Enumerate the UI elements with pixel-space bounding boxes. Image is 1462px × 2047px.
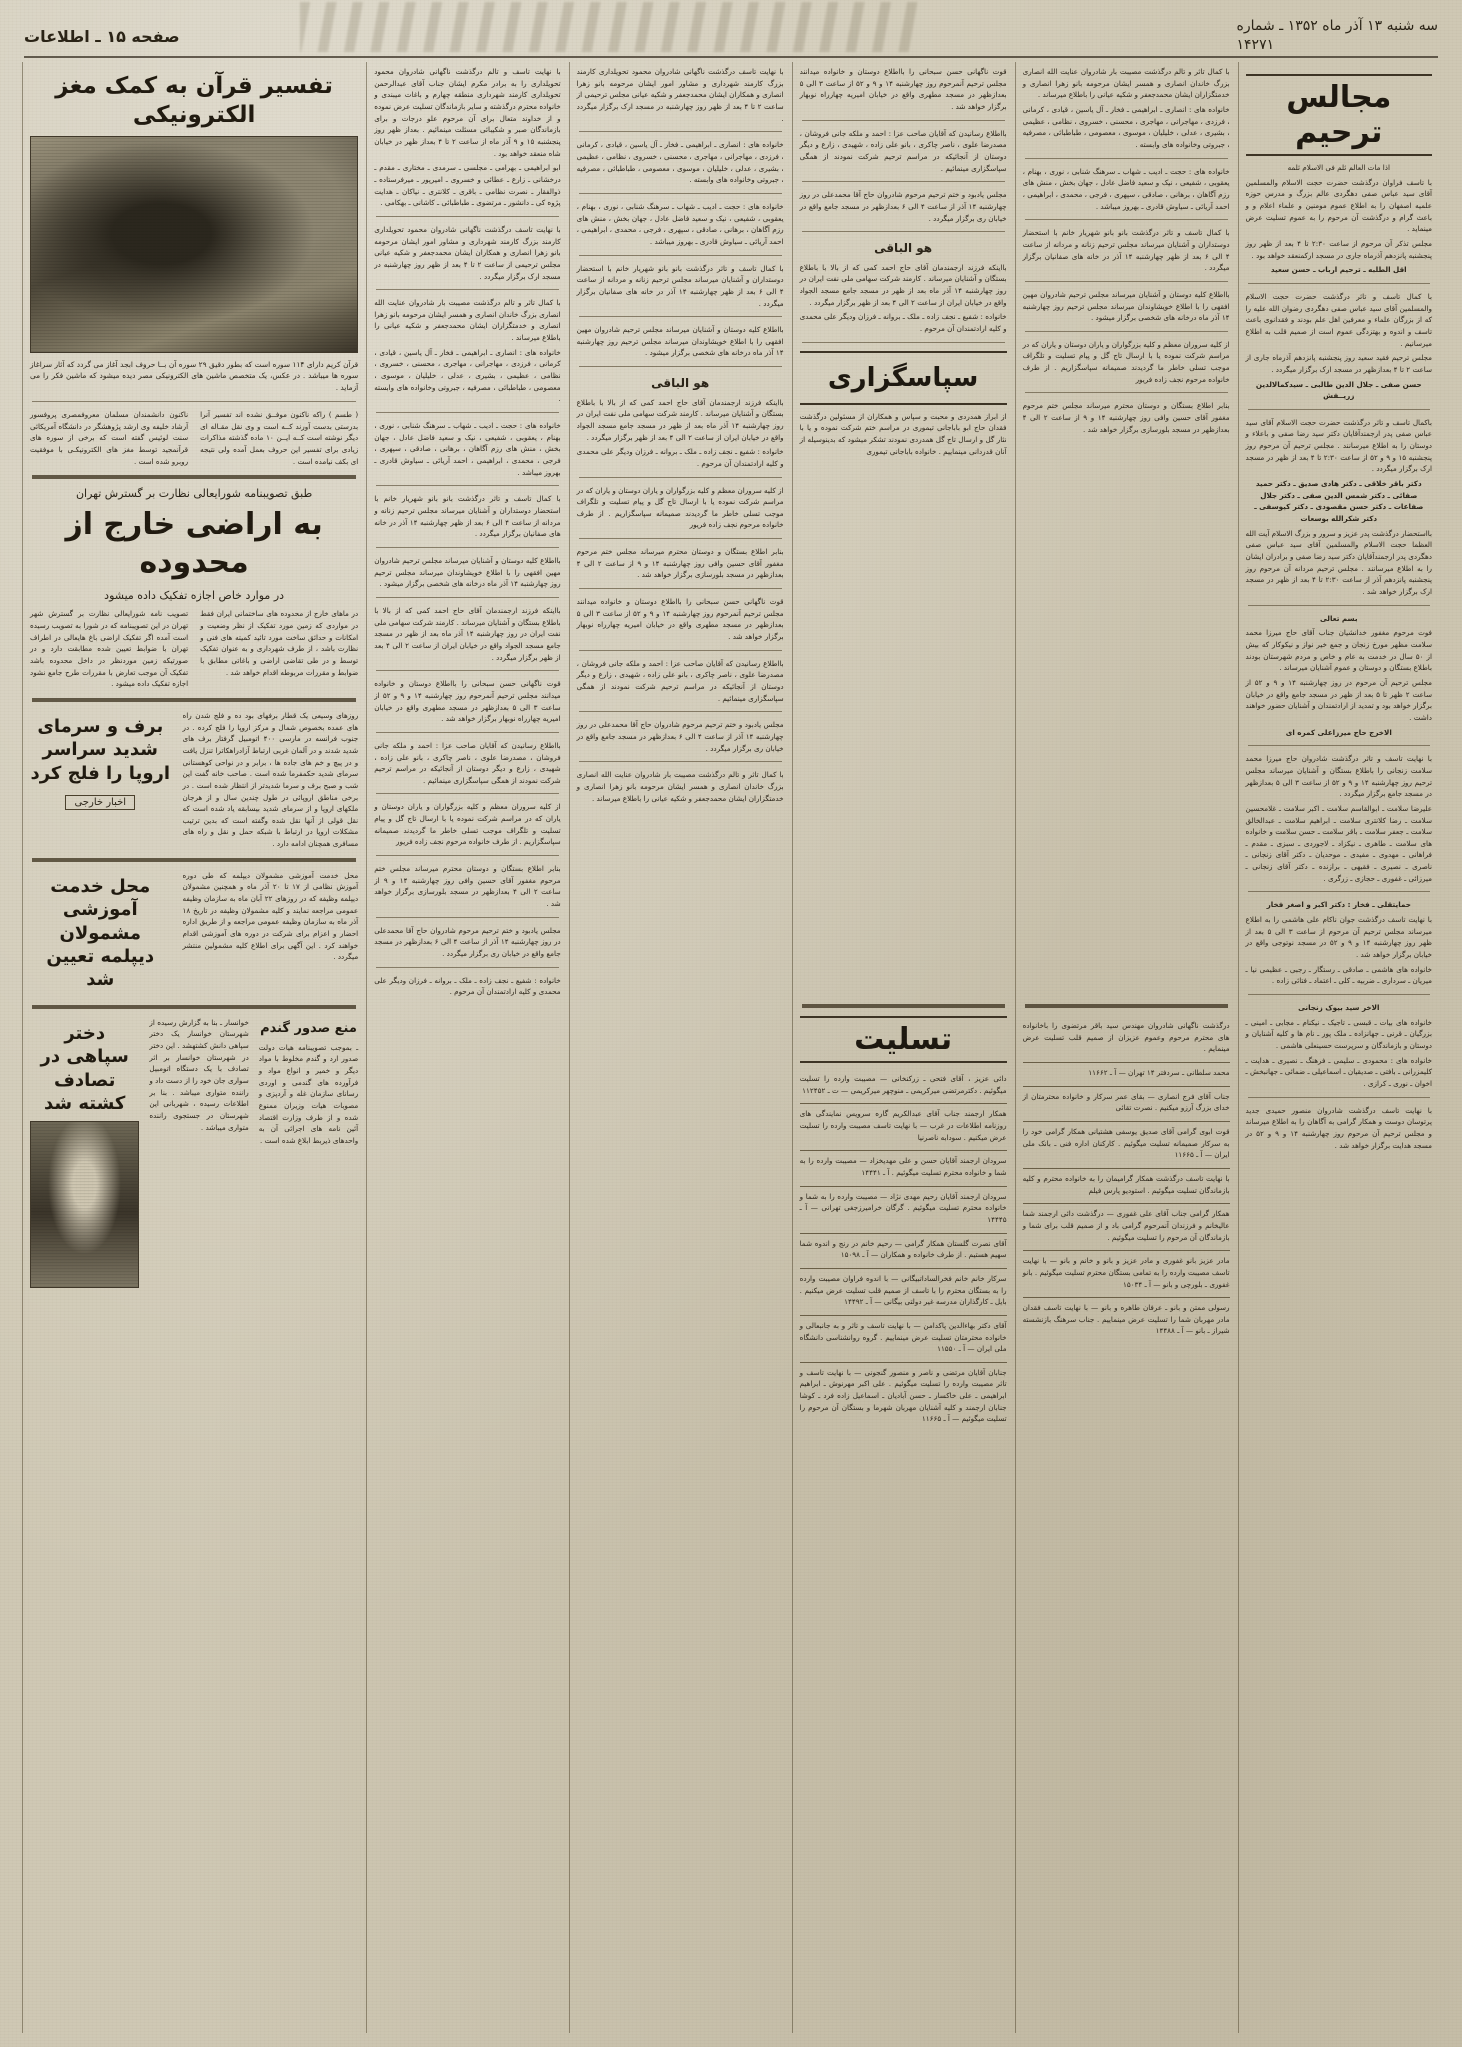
divider bbox=[1025, 219, 1228, 220]
condolence-text: آقای دکتر بهاءالدین پاکدامن — با نهایت تاسف و تاثر و به جانبعالی و خانواده محترمتان تسلیت عرض مینماییم . گروه روانشناسی دانشگاه ملی ایران — آ ـ ۱۱۵۵۰ bbox=[799, 1320, 1007, 1354]
mourning-signature-3: دکتر باقر خلاقی ـ دکتر هادی صدیق ـ دکتر حمید صفائی ـ دکتر شمس الدین صفی ـ دکتر جلال صفاعات ـ دکتر حسن مقصودی ـ دکتر کیوسفی ـ دکتر شکرالله بوسعات bbox=[1254, 479, 1424, 524]
article-girl-accident-head bbox=[30, 1017, 139, 1295]
section-rule bbox=[32, 858, 356, 862]
mourning-p10: خانواده های هاشمی ـ صادقی ـ رستگار ـ رجبی ـ عظیمی نیا ـ میریان ـ سرداری ـ ضربیه ـ کلی ـ اعتماد ـ فتائی زاده . bbox=[1245, 964, 1432, 986]
notice-text-4: با کمال تاسف و تاثر درگذشت بانو بانو شهریار خانم با استحضار دوستداران و آشنایان میرساند مجلس ترحیم زنانه و مردانه از ساعت ۴ الی ۶ بعد از ظهر چهارشنبه ۱۴ آذر در خانه های صفانیان برگزار میگردد . bbox=[576, 263, 784, 308]
column-divider bbox=[1015, 62, 1016, 2033]
article-conscripts-text-col bbox=[183, 870, 359, 997]
divider bbox=[579, 366, 782, 367]
article-body-right: ناکنون دانشمندان مسلمان معروفمصری پروفسور آرشاد خلیفه وی ارشد پژوهشگر در دانشگاه آمریکائی سنت لوئیس گفته است که برخی از سوره های قرآنمجید توسط مغز های الکترونیکـی با موفقیت روبرو شده است . bbox=[30, 410, 189, 466]
condolence-text: سرودان ارجمند آقایان رحیم مهدی نژاد — مصیبت وارده را به شما و خانواده محترم تسلیت میگوئیم . گرگان خرامیرزجغی تهرانی — آ ـ ۱۴۴۴۵ bbox=[799, 1191, 1007, 1224]
notice-top-14: خانواده : شفیع ـ نجف زاده ـ ملک ـ بروانه ـ فرزان ودیگر علی محمدی و کلیه ارادتمندان آن مرحوم . bbox=[374, 975, 561, 997]
mourning-p11: خانواده های بیات ـ قبسی ـ تاجیک ـ نیکنام ـ مجابی ـ امینی ـ بزرگیان ـ قرنی ـ جهانزاده ـ ملک پور ـ نام ها و کلیه آشنایان و دوستان و بازماندگان و سرپرست حسینعلی هاشمی . bbox=[1245, 1017, 1432, 1050]
mourning-p1: مجلس تذکر آن مرحوم از ساعت ۲:۳۰ تا ۴ بعد از ظهر روز پنجشنبه پانزدهم آذرماه جاری در مسجد ارکمنعقد خواهد بود . bbox=[1245, 238, 1432, 260]
notice-top-13: مجلس یادبود و ختم ترحیم مرحوم شادروان حاج آقا محمدعلی در روز چهارشنبه ۱۴ آذر از ساعت ۴ الی ۶ بعدازظهر در مسجد جامع واقع در خیابان ری برگزار میگردد . bbox=[374, 925, 561, 959]
mourning-p12: خانواده های : محمودی ـ سلیمی ـ فرهنگ ـ نصیری ـ هدایت ـ کلیمزرانی ـ بافتی ـ صدیقیان ـ اسماعیلی ـ ضمائی ـ جهانبخش ـ اخوان ـ نوری ـ کرازی . bbox=[1245, 1055, 1432, 1088]
list-item bbox=[1023, 1087, 1230, 1122]
divider bbox=[376, 597, 558, 598]
divider bbox=[802, 120, 1005, 121]
mourning-intro-arabic: اذا مات العالم ثلم فی الاسلام ثلمه bbox=[1287, 163, 1390, 172]
notice-top-5: خانواده های : حجت ـ ادیب ـ شهاب ـ سرهنگ شنابی ، نوری ، بهنام ، یعقوبی ، شفیعی ، نیک و سعید فاضل عادل ، جهان بخش ، منش های رزم آگاهان ، برهانی ، صادقی ، سپهری ، فرجی ، محمدی ، ابراهیمی ، احمد آریائی ـ سیاوش قادری ـ بهروز میباشد . bbox=[374, 421, 561, 477]
divider bbox=[579, 711, 782, 712]
divider bbox=[376, 855, 558, 856]
mourning-p7: مجلس ترحیم آن مرحوم در روز چهارشنبه ۱۴ و ۹ و ۵۲ از ساعت ۲ ظهر تا ۵ بعد از ظهر در مسجد جامع واقع در خیابان برگزار خواهد بود و تمدید از ارادتمندان و آشنایان حضور خواهند داشت . bbox=[1245, 677, 1433, 722]
condolence-upper-filler-2 bbox=[800, 66, 1007, 996]
list-item bbox=[800, 1151, 1007, 1186]
column-condolences-right bbox=[1015, 62, 1238, 2033]
filler-text-2: خانواده های : انصاری ـ ابراهیمی ـ فخار ـ آل یاسین ، قیادی ، کرمانی ، فرزدی ، مهاجرانی ، مهاجری ، محسنی ، خسروی ، نظامی ، عظیمی ، بشیری ، عدلی ، خلیلیان ، موسوی ، معصومی ، طباطبائی ، مصرفیه ، جبروتی وخانواده های وابسته . bbox=[1022, 104, 1230, 149]
article-bottom-row bbox=[30, 1017, 358, 1295]
divider bbox=[579, 477, 782, 478]
divider bbox=[1248, 283, 1430, 284]
mourning-p5: بااستحضار درگذشت پدر عزیز و سرور و بزرگ الاسلام آیت الله العظما حجت الاسلام والمسلمین آقای سید عباس صفی دهگردی پدر ارجمندآقایان دکتر سید رضا صفی و برادران ایشان را به اطلاع میرسانند . مجلس ترحیم مردانه آن مرحوم روز پنجشنبه پانزدهم آذر از ساعت ۲:۳۰ تا ۴ بعد از ظهر در مسجد ارک برگزار خواهد شد . bbox=[1245, 528, 1432, 596]
notice-text-8: از کلیه سروران معظم و کلیه بزرگواران و یاران دوستان و یاران که در مراسم شرکت نموده یا با ارسال تاج گل و پیام تسلیت و تلگراف موجب تسلی خاطر ما گردیدند صمیمانه سپاسگزاریم . از طرف خانواده مرحوم نجف زاده فریور bbox=[576, 485, 784, 530]
list-item bbox=[1023, 1122, 1230, 1169]
article-land-left: در ماهای خارج از محدوده های ساختمانی ایران فقط در مواردی که زمین مورد تفکیک از نظر وضعیت و امکانات و حدائق ساخت مورد تائید کمیته های فنی و نظارت باشد ، از طرف شهرداری و به عنوان تفکیک توسط و در طی تقاضی اراضی و باغاتی مطابق با ضوابط و مقررات مربوطه اقدام خواهد شد . bbox=[200, 609, 359, 677]
mourning-block-5 bbox=[1246, 753, 1432, 884]
condolence-upper-filler bbox=[1023, 66, 1230, 996]
article-photo-girl bbox=[30, 1121, 139, 1288]
divider bbox=[802, 231, 1005, 232]
divider bbox=[376, 967, 558, 968]
filler-text-3: مجلس یادبود و ختم ترحیم مرحوم شادروان حاج آقا محمدعلی در روز چهارشنبه ۱۴ آذر از ساعت ۴ الی ۶ بعدازظهر در مسجد جامع واقع در خیابان ری برگزار میگردد . bbox=[799, 190, 1007, 223]
column-divider bbox=[569, 62, 570, 2033]
notice-top-6: با کمال تاسف و تاثر درگذشت بانو بانو شهریار خانم با استحضار دوستداران و آشنایان میرساند مجلس ترحیم زنانه و مردانه از ساعت ۴ الی ۶ بعد از ظهر چهارشنبه ۱۴ آذر در خانه های صفانیان برگزار میگردد . bbox=[374, 494, 561, 539]
mourning-p3: مجلس ترحیم فقید سعید روز پنجشنبه پانزدهم آذرماه جاری از ساعت ۲ تا ۴ بعدازظهر در مسجد ارک برگزار میگردد . bbox=[1245, 353, 1432, 374]
divider bbox=[376, 793, 558, 794]
masthead-rule bbox=[24, 56, 1438, 58]
notice-text-13: با کمال تاثر و تالم درگذشت مصیبت بار شادروان عنایت الله انصاری بزرگ خاندان انصاری و همسر ایشان مرحومه بانو زهرا انصاری و خدمتگزاران ایشان محمدجعفر و شکیه عیانی را باطلاع میرساند . bbox=[576, 770, 784, 803]
list-item bbox=[1023, 1251, 1230, 1298]
section-banner-mourning: مجالس ترحیم bbox=[1246, 74, 1432, 156]
article-girl-accident-body: خوانسار ـ بنا به گزارش رسیده از شهرستان خوانسار یک دختر سپاهی دانش کشتهشد . این دختر در شهرستان خوانسار بر اثر تصادف با یک دستگاه اتومبیل سواری جان خود را از دست داد و راننده متواری میباشد . بنا بر اطلاعات رسیده ، شهربانی این شهرستان در جستجوی راننده متواری میباشد . bbox=[149, 1017, 249, 1132]
divider bbox=[32, 401, 356, 402]
column-divider bbox=[1238, 62, 1239, 2033]
notice-top-1: با نهایت تاسف و تالم درگذشت ناگهانی شادروان محمود تحویلداری را به برادر مکرم ایشان جناب آقای عبدالرحمن تحویلداری کارمند شهرداری منطقه چهارم و باغات میبندی و خانواده محترم درگذشته و سایر بازماندگان تسلیت عرض نموده و از خداوند متعال برای آن مرحوم علو درجات و برای بازماندگان صبر و شکیبائی مسئلت مینمائیم . بعداز ظهر روز پنجشنبه ۱۵ و ۹ آذر ماه از ساعت ۲ تا ۴ بعداز ظهر در خیابان شاه منعقد خواهد بود . bbox=[374, 67, 561, 158]
article-europe-body: روزهای وسیعی یک قطار برفهای بود ده و فلج شدن راه های عمده بخصوص شمال و مرکز اروپا را فلج کرده . در جنوب فرانسه در مارسی ۴۰۰ اتومبیل گرفتار برف های شدید شدند و در آلمان غربی ارتباط آزادراهکاترا تنزل یافت و در پیچ و خم های جاده ها ، برابر و در نواحی کوهستانی سرمای شدید حکمفرما شده است . صاحب خانه گفت این شب و صبح برف و سرما شدیدتر از انتظار شده است . در برخی مناطق اروپائی در طول چندین سال و از هرجان ملکهای اروپا و از سرمای شدید بیسابقه یاد شده است که نقل قولی از آنها نقل شده وگفته است که بدین ترتیب مشکلات اروپا در ارتباط با شبکه حمل و نقل و راه های مسافری همچنان ادامه دارد . bbox=[182, 710, 359, 849]
article-headline-girl-accident: دختر سپاهی در تصادف کشته شد bbox=[40, 1022, 129, 1114]
list-item bbox=[1023, 1063, 1230, 1087]
condolence-text: با نهایت تاسف درگذشت همکار گرامیمان را به خانواده محترم و کلیه بازماندگان تسلیت میگوئیم . استودیو پارس فیلم bbox=[1022, 1173, 1230, 1195]
condolence-text: همکار گرامی جناب آقای علی غفوری — درگذشت دائی ارجمند شما عالیخانم و فرزندان آنمرحوم گرامی باد و از صمیم قلب برای شما و بازماندگان آن مرحوم را تسلیت میگوئیم . bbox=[1022, 1209, 1230, 1242]
condolence-text: محمد سلطانی ـ سردفتر ۱۴ تهران — آ ـ ۱۱۶۶۲ bbox=[1088, 1067, 1230, 1077]
article-conscripts-body: محل خدمت آموزشی مشمولان دیپلمه که طی دوره آموزش نظامی از ۱۷ تا ۲۰ آذر ماه و همچنین مشمولان دیپلمه وظیفه که در روزهای ۲۲ آبان ماه به سازمان وظیفه عمومی مراجعه نمایند و کلیه مشمولان وظیفه در تاریخ ۱۸ آذر ماه به سازمان وظیفه عمومی مراجعه و از طریق اداره احضار و اعزام برای شرکت در دوره های آموزشی اقدام خواهند کرد . این آگهی برای اطلاع کلیه مشمولین منتشر میگردد . bbox=[182, 870, 359, 962]
divider bbox=[579, 761, 782, 762]
kicker-wrap bbox=[30, 790, 171, 813]
notice-top-10: بااطلاع رسانیدن که آقایان صاحب عزا : احمد و ملکه جانی فروشان ، مصدرضا علوی ، ناصر چاکری ، بانو علی زاده ، شهیدی ، زارع و دیگر دوستان از آنجائیکه در مراسم ترحیم شرکت نمودند از همگی سپاسگزاری مینمائیم . bbox=[374, 740, 561, 785]
mourning-intro-block bbox=[1246, 162, 1432, 276]
masthead-date-text: سه شنبه ۱۳ آذر ماه ۱۳۵۲ ـ شماره bbox=[1236, 18, 1438, 35]
mourning-p6: فوت مرحوم مغفور خدانشیان جناب آقای حاج میرزا محمد سلامت مظهر مورخ زنجان و جمع خیر نواز و نیکوکار که بیش از ۵۰ سال در خدمت به عام و خاص و مردم شهرستان بودند باطلاع بستگان و دوستان و عموم آشنایان میرساند . bbox=[1245, 628, 1432, 673]
divider bbox=[376, 412, 558, 413]
list-item bbox=[800, 1234, 1007, 1269]
section-banner-condolence: تسلیت bbox=[800, 1016, 1007, 1063]
condolence-list-right bbox=[1023, 1016, 1230, 1344]
notice-top-11: از کلیه سروران معظم و کلیه بزرگواران و یاران دوستان و یاران که در مراسم شرکت نموده یا با ارسال تاج گل و پیام تسلیت و تلگراف موجب تسلی خاطر ما گردیدند صمیمانه سپاسگزاریم . از طرف خانواده مرحوم نجف زاده فریور bbox=[374, 802, 561, 847]
divider bbox=[1248, 891, 1430, 892]
filler-text-4: بااینکه فرزند ارجمندمان آقای حاج احمد کمی که از بالا با باطلاع بستگان و آشنایان میرساند . کارمند شرکت سهامی ملی نفت ایران در روز چهارشنبه ۱۴ آذر ماه بعد از ظهر در مسجد جامع مسجد الجواد واقع در خیابان ایران از ساعت ۲ الی ۴ بعد از ظهر برگزار میگردد . bbox=[799, 262, 1007, 307]
divider bbox=[1025, 158, 1228, 159]
list-item bbox=[800, 1316, 1007, 1363]
filler-text-7: بنابر اطلاع بستگان و دوستان محترم میرساند مجلس ختم مرحوم مغفور آقای حسین وافی روز چهارشنبه ۱۴ و ۹ از ساعت ۲ الی ۴ بعدازظهر در مسجد بلورسازی برگزار خواهد شد . bbox=[1022, 401, 1230, 434]
list-item bbox=[800, 1187, 1007, 1234]
mourning-block-4 bbox=[1246, 613, 1432, 739]
condolence-text: جنابان آقایان مرتضی و ناصر و منصور گنجونی — با نهایت تاسف و تاثر مصیبت وارده را تسلیت میگوئیم . علی اکبر مهرنوش ـ ابراهیم ابراهیمی ـ علی خاکسار ـ حسن آبادیان ـ اسماعیل زاده فرد ـ کوشا جنابان ارجمند و کلیه آشنایان مهربان شهرما و بستگان آن مرحوم را تسلیت میگوئیم — آ ـ ۱۱۶۶۵ bbox=[799, 1367, 1007, 1424]
condolence-text: همکار ارجمند جناب آقای عبدالکریم گاره سرویس نمایندگی های روزنامه اطلاعات در غرب — با نهایت تاسف مصیبت وارده را تسلیت عرض میکنیم . سودابه ناصرنیا bbox=[799, 1109, 1007, 1142]
notice-text-1: با نهایت تاسف درگذشت ناگهانی شادروان محمود تحویلداری کارمند بزرگ کارمند شهرداری و مشاور امور ایشان مرحومه بانو زهرا انصاری و همکاران ایشان محمدجعفر و شکیه عیانی مجلس ترحیمی از ساعت ۲ تا ۴ بعد از ظهر روز چهارشنبه در مسجد ارک برگزار میگردد . bbox=[576, 67, 784, 123]
columns-container bbox=[22, 62, 1440, 2033]
mourning-signature-6: حمایتقلی ـ فخار : دکتر اکبر و اصغر فخار bbox=[1266, 900, 1411, 910]
divider bbox=[579, 131, 782, 132]
column-mourning-announcements bbox=[1238, 62, 1440, 2033]
mourning-signature-1: اقل الطلبه ـ ترحیم ارباب ـ حسن سعید bbox=[1270, 265, 1407, 275]
divider bbox=[376, 670, 558, 671]
divider bbox=[376, 216, 558, 217]
condolence-text: جناب آقای فرج انصاری — بقای عمر سرکار و خانواده محترمتان از خدای بزرگ آرزو میکنیم . نصرت تقائی bbox=[1022, 1091, 1230, 1113]
mourning-p8: با نهایت تاسف و تاثر درگذشت شادروان حاج میرزا محمد سلامت زنجانی را باطلاع بستگان و آشنایان میرساند مجلس ترحیم روز چهارشنبه ۱۴ و ۹ و ۵۲ از ساعت ۳ الی ۵ بعدازظهر در مسجد جامع برگزار میگردد . bbox=[1245, 754, 1432, 799]
notice-top-names: ابو ابراهیمی ـ بهرامی ـ مجلسی ـ سرمدی ـ مختاری ـ مقدم ـ درخشانی ـ زارع ـ عطائی و خسروی ـ امیرپور ـ میرفرستاده ـ ذوالفقار ـ نصرت نظامی ـ باقری ـ کلانتری ـ نیاکان ـ هدایت پژوه کی ـ دانشور ـ مرتضوی ـ طباطبائی ـ کاشانی ـ بهکامی . bbox=[374, 163, 561, 208]
column-divider bbox=[366, 62, 367, 2033]
article-girl-accident-text bbox=[149, 1017, 248, 1295]
divider bbox=[1248, 1097, 1430, 1098]
article-headline-europe: برف و سرمای شدید سراسر اروپا را فلج کرد bbox=[30, 715, 171, 784]
notices-mid-body bbox=[577, 66, 784, 804]
list-item bbox=[1023, 1016, 1230, 1063]
masthead-date bbox=[1237, 17, 1438, 55]
condolence-text: درگذشت ناگهانی شادروان مهندس سید باقر مرتضوی را باخانواده های محترم مرحوم وعموم عزیزان از صمیم قلب تسلیت عرض مینمایم . bbox=[1022, 1021, 1230, 1054]
column-divider bbox=[792, 62, 793, 2033]
divider bbox=[802, 342, 1005, 343]
condolence-list-left bbox=[800, 1069, 1007, 1432]
article-europe-text-col bbox=[183, 710, 359, 850]
article-europe-head-col bbox=[30, 710, 171, 850]
column-notices-mid bbox=[569, 62, 792, 2033]
masthead bbox=[24, 16, 1438, 56]
divider bbox=[1025, 392, 1228, 393]
article-land-body bbox=[30, 608, 358, 690]
divider bbox=[1248, 745, 1430, 746]
photo-halftone-overlay bbox=[31, 137, 357, 352]
list-item bbox=[800, 1269, 1007, 1316]
mourning-heading-besmeh: بسم تعالی bbox=[1319, 613, 1358, 623]
article-photo-quran-computer bbox=[30, 136, 358, 353]
mourning-p4: باکمال تاسف و تاثر درگذشت حضرت حجت الاسلام آقای سید عباس صفی پدر ارجمندآقایان دکتر سید رضا صفی و باعلاء و دوستان را به اطلاع میرسانند . مجلس ترحیم آن مرحوم روز پنجشنبه ۱۵ و ۹ و ۵۲ از ساعت ۲:۳۰ تا ۴ بعد از ظهر در مسجد ارک برگزار میگردد . bbox=[1245, 417, 1433, 474]
divider bbox=[1025, 281, 1228, 282]
filler-text-4: با کمال تاسف و تاثر درگذشت بانو بانو شهریار خانم با استحضار دوستداران و آشنایان میرساند مجلس ترحیم زنانه و مردانه از ساعت ۴ الی ۶ بعد از ظهر چهارشنبه ۱۴ آذر در خانه های صفانیان برگزار میگردد . bbox=[1022, 228, 1230, 273]
article-subhead-land: در موارد خاص اجازه تفکیک داده میشود bbox=[104, 589, 285, 603]
mourning-block-3 bbox=[1246, 417, 1432, 598]
masthead-issue-number: ۱۴۲۷۱ bbox=[1236, 37, 1275, 53]
divider bbox=[579, 316, 782, 317]
notice-top-3: با کمال تاثر و تالم درگذشت مصیبت بار شادروان عنایت الله انصاری بزرگ خاندان انصاری و همسر ایشان مرحومه بانو زهرا انصاری و خدمتگزاران ایشان محمدجعفر و شکیه عیانی را باطلاع میرساند . bbox=[374, 298, 561, 343]
hoval-baghi-heading: هو الباقی bbox=[651, 376, 710, 391]
notice-top-12: بنابر اطلاع بستگان و دوستان محترم میرساند مجلس ختم مرحوم مغفور آقای حسین وافی روز چهارشنبه ۱۴ و ۹ از ساعت ۲ الی ۴ بعدازظهر در مسجد بلورسازی برگزار خواهد شد . bbox=[374, 864, 561, 909]
section-rule bbox=[32, 1005, 356, 1009]
notice-text-11: بااطلاع رسانیدن که آقایان صاحب عزا : احمد و ملکه جانی فروشان ، مصدرضا علوی ، ناصر چاکری ، بانو علی زاده ، شهیدی ، زارع و دیگر دوستان از آنجائیکه در مراسم ترحیم شرکت نمودند از همگی سپاسگزاری مینمائیم . bbox=[576, 658, 784, 703]
condolence-text: قوت ابوی گرامی آقای صدیق یوسفی هشتیانی همکار گرامی خود را به سرکار صمیمانه تسلیت میگوئیم . کارکنان اداره فنی ـ بانک ملی ایران — آ ـ ۱۱۶۶۵ bbox=[1022, 1126, 1230, 1160]
list-item bbox=[800, 1363, 1007, 1432]
mourning-p9: با نهایت تاسف درگذشت جوان ناکام علی هاشمی را به اطلاع میرساند مجلس ترحیم آن مرحوم از ساعت ۳ الی ۵ بعد از ظهر روز چهارشنبه ۱۴ و ۹ و ۵۲ در مسجد نوتوجی واقع در خیابان برگزار خواهد شد . bbox=[1245, 915, 1433, 960]
article-europe-snow bbox=[30, 710, 358, 850]
article-kicker-land: طبق تصویبنامه شورایعالی نظارت بر گسترش تهران bbox=[75, 487, 313, 501]
column-divider bbox=[22, 62, 23, 2033]
divider bbox=[1248, 409, 1430, 410]
photo-caption: قرآن کریم دارای ۱۱۴ سوره است که بطور دقیق ۲۹ سوره آن بــا حروف ابجد آغاز می گردد که آثار سراغاز سوره ها میباشد . در عکس، یک متخصص ماشین های الکترونیکی مصر دیده میشود که ماشین فکر را می آزماید . bbox=[30, 359, 359, 393]
notice-text-3: خانواده های : حجت ـ ادیب ـ شهاب ـ سرهنگ شنابی ، نوری ، بهنام ، یعقوبی ، شفیعی ، نیک و سعید فاضل عادل ، جهان بخش ، منش های رزم آگاهان ، برهانی ، صادقی ، سپهری ، فرجی ، محمدی ، ابراهیمی ، احمد آریائی ـ سیاوش قادری ـ بهروز میباشد . bbox=[576, 201, 784, 246]
article-conscripts bbox=[30, 870, 358, 997]
notice-top-9: قوت ناگهانی حسن سبحانی را بااطلاع دوستان و خانواده میدانند مجلس ترحیم آنمرحوم روز چهارشنبه ۱۴ و ۹ و ۵۲ از ساعت ۳ الی ۵ بعدازظهر در مسجد مطهری واقع در خیابان امیریه چهارراه نوبهار برگزار خواهد شد . bbox=[374, 679, 561, 724]
photo-halftone-overlay bbox=[31, 1122, 138, 1287]
notice-text-6: بااینکه فرزند ارجمندمان آقای حاج احمد کمی که از بالا با باطلاع بستگان و آشنایان میرساند . کارمند شرکت سهامی ملی نفت ایران در روز چهارشنبه ۱۴ آذر ماه بعد از ظهر در مسجد جامع مسجد الجواد واقع در خیابان ایران از ساعت ۲ الی ۴ بعد از ظهر برگزار میگردد . bbox=[576, 397, 784, 442]
condolence-text: سرکار خانم خانم فخرالساداتبیگانی — با اندوه فراوان مصیبت وارده را به بستگان محترم را با تاسف از صمیم قلب تسلیت عرض میکنیم . بایل ـ کارگذاران مدرسه غیر دولتی بیگانی — آ ـ ۱۴۴۹۲ bbox=[799, 1273, 1007, 1307]
notice-top-4: خانواده های : انصاری ـ ابراهیمی ـ فخار ـ آل یاسین ، قیادی ، کرمانی ، فرزدی ، مهاجرانی ، مهاجری ، محسنی ، خسروی ، نظامی ، عظیمی ، بشیری ، عدلی ، خلیلیان ، موسوی ، معصومی ، طباطبائی ، مصرفیه ، جبروتی وخانواده های وابسته . bbox=[374, 347, 561, 404]
mourning-signature-5: الاخرج حاج میرزاعلی کمره ای bbox=[1285, 727, 1392, 737]
divider bbox=[579, 650, 782, 651]
filler-text-1: با کمال تاثر و تالم درگذشت مصیبت بار شادروان عنایت الله انصاری بزرگ خاندان انصاری و همسر ایشان مرحومه بانو زهرا انصاری و خدمتگزاران ایشان محمدجعفر و شکیه عیانی را باطلاع میرساند . bbox=[1022, 67, 1230, 100]
article-wheat-body: ـ بموجب تصویبنامه هیات دولت صدور ارد و گندم مخلوط با مواد دیگر و خمیر و انواع مواد و فرآورده های گندمی و اوردی رسانای سازمان غله و آردپزی و مصوبات هیات وزیران ممنوع شده و از طرف وزارت اقتصاد آئین نامه های اجرائی آن به واحدهای ذیربط ابلاغ شده است . bbox=[258, 1042, 359, 1145]
divider bbox=[579, 588, 782, 589]
divider bbox=[579, 538, 782, 539]
divider bbox=[376, 289, 558, 290]
mourning-signature-2: حسن صفی ـ جلال الدین طالبی ـ سیدکمالالدین زریــفش bbox=[1255, 379, 1422, 401]
badge-foreign-news: اخبار خارجی bbox=[65, 795, 135, 810]
article-headline-land: به اراضی خارج از محدوده bbox=[65, 507, 323, 580]
divider bbox=[579, 255, 782, 256]
notices-top-body bbox=[374, 66, 560, 998]
divider bbox=[376, 732, 558, 733]
column-features bbox=[22, 62, 366, 2033]
notice-text-12: مجلس یادبود و ختم ترحیم مرحوم شادروان حاج آقا محمدعلی در روز چهارشنبه ۱۴ آذر از ساعت ۴ الی ۶ بعدازظهر در مسجد جامع واقع در خیابان ری برگزار میگردد . bbox=[576, 720, 784, 753]
filler-text-5: خانواده : شفیع ـ نجف زاده ـ ملک ـ بروانه ـ فرزان ودیگر علی محمدی و کلیه ارادتمندان آن مرحوم . bbox=[799, 312, 1007, 333]
column-notices-top bbox=[366, 62, 568, 2033]
article-land-right: تصویب نامه شورایعالی نظارت بر گسترش شهر تهران در این تصویبنامه که در شورا به تصویب رسیده است آمده اگر تفکیک اراضی باغ هایعالی در اطراف تهران با ضوابط تعیین شده مطابقت دارد و در صورتیکه زمین موردنظر در داخل محدوده باشد تفکیک آن موجب تعارض با مقررات طرح جامع نشود اجازه تفکیک داده میشود . bbox=[30, 609, 189, 689]
divider bbox=[579, 193, 782, 194]
article-headline-quran-computer: تفسیر قرآن به کمک مغز الکترونیکی bbox=[55, 73, 333, 128]
mourning-block-7 bbox=[1246, 1002, 1432, 1090]
section-rule bbox=[32, 698, 356, 702]
mourning-signature-7: الاخر سید بیوک زنجانی bbox=[1298, 1003, 1380, 1013]
condolence-text: سرودان ارجمند آقایان حسن و علی مهدیخزاد — مصیبت وارده را به شما و خانواده محترم تسلیت میگوئیم . آ ـ ۱۴۴۴۱ bbox=[799, 1156, 1007, 1177]
section-banner-thanks: سپاسگزاری bbox=[800, 351, 1007, 405]
section-rule bbox=[802, 1004, 1005, 1008]
list-item bbox=[800, 1069, 1007, 1104]
list-item bbox=[1023, 1298, 1230, 1344]
divider bbox=[1025, 331, 1228, 332]
mourning-block-2 bbox=[1246, 291, 1432, 402]
divider bbox=[376, 485, 558, 486]
filler-text-5: بااطلاع کلیه دوستان و آشنایان میرساند مجلس ترحیم شادروان مهین افقهی را با اطلاع خویشاوندان میرساند مجلس ترحیم روز چهارشنبه ۱۴ آذر ماه درخانه های شخصی برگزار میشود . bbox=[1022, 289, 1230, 323]
divider bbox=[1248, 605, 1430, 606]
mourning-block-6 bbox=[1246, 899, 1432, 987]
article-body-left: ( طسم ) راکه ناکنون موفــق نشده اند تفسیر آنرا بدرستی بدست آورند کــه است و وی نقل مقـاله ای دیگر نوشته است کــه ایــن ۱۰ ماده گذشته مذاکرات زیادی برای تفسیر این حروف بعمل آمده ولی نتیجه ای بکف نیامده است . bbox=[200, 410, 359, 466]
masthead-page-label: صفحه ۱۵ ـ اطلاعات bbox=[24, 26, 180, 46]
article-headline-conscripts: محل خدمت آموزشی مشمولان دیپلمه تعیین شد bbox=[46, 875, 155, 991]
condolence-text: دائی عزیز ، آقای فتحی ـ زرکنخانی — مصیبت وارده را تسلیت میگوئیم . دکترمرتضی میرکریمی ـ منوچهر میرکریمی — ت ـ ۱۱۲۴۵۲ bbox=[799, 1074, 1007, 1095]
notice-text-5: بااطلاع کلیه دوستان و آشنایان میرساند مجلس ترحیم شادروان مهین افقهی را با اطلاع خویشاوندان میرساند مجلس ترحیم روز چهارشنبه ۱۴ آذر ماه درخانه های شخصی برگزار میشود . bbox=[576, 325, 784, 358]
mourning-intro-body: با تاسف فراوان درگذشت حضرت حجت الاسلام والمسلمین آقای سید عباس صفی دهگردی عالم بزرگ و مدرس حوزه علمیه اصفهان را به اطلاع عموم مومنین و علماء اعلام و و باعث گرام و درگذشت آن مرحوم را به عموم تسلیت عرض مینماید . bbox=[1245, 177, 1432, 234]
thanks-body: از ابراز همدردی و محبت و سپاس و همکاران از مسئولین درگذشت فقدان حاج ابو باباجانی تیموری در مراسم ختم شرکت نموده و یا با نثار گل و ارسال تاج گل همدردی نمودند تشکر میشود که بدینوسیله از آنان قدردانی مینماییم . خانواده باباجانی تیموری bbox=[799, 411, 1007, 456]
divider bbox=[1248, 994, 1430, 995]
filler-text-2: بااطلاع رسانیدن که آقایان صاحب عزا : احمد و ملکه جانی فروشان ، مصدرضا علوی ، ناصر چاکری ، بانو علی زاده ، شهیدی ، زارع و دیگر دوستان از آنجائیکه در مراسم ترحیم شرکت نمودند از همگی سپاسگزاری مینمائیم . bbox=[799, 128, 1007, 173]
column-condolences-left bbox=[792, 62, 1015, 2033]
notice-top-2: با نهایت تاسف درگذشت ناگهانی شادروان محمود تحویلداری کارمند بزرگ کارمند شهرداری و مشاور امور ایشان مرحومه بانو زهرا انصاری و همکاران ایشان محمدجعفر و شکیه عیانی مجلس ترحیمی از ساعت ۲ تا ۴ بعد از ظهر روز چهارشنبه در مسجد ارک برگزار میگردد . bbox=[374, 224, 561, 281]
filler-text-1: قوت ناگهانی حسن سبحانی را بااطلاع دوستان و خانواده میدانند مجلس ترحیم آنمرحوم روز چهارشنبه ۱۴ و ۹ و ۵۲ از ساعت ۳ الی ۵ بعدازظهر در مسجد مطهری واقع در خیابان امیریه چهارراه نوبهار برگزار خواهد شد . bbox=[799, 67, 1007, 111]
divider bbox=[376, 917, 558, 918]
condolence-text: مادر عزیز بانو غفوری و مادر عزیز و بانو و خانم و بانو — با نهایت تاسف مصیبت وارده را به تمامی بستگان محترم تسلیت میگوئیم . بانو غفوری ـ بلورچی و بانو — آ ـ ۱۵۰۳۴ bbox=[1022, 1256, 1230, 1289]
notice-text-2: خانواده های : انصاری ـ ابراهیمی ـ فخار ـ آل یاسین ، قیادی ، کرمانی ، فرزدی ، مهاجرانی ، مهاجری ، محسنی ، خسروی ، نظامی ، عظیمی ، بشیری ، عدلی ، خلیلیان ، موسوی ، معصومی ، طباطبائی ، مصرفیه ، جبروتی وخانواده های وابسته . bbox=[576, 140, 784, 185]
article-headline-wheat: منع صدور گندم bbox=[260, 1020, 357, 1036]
notice-text-10: قوت ناگهانی حسن سبحانی را بااطلاع دوستان و خانواده میدانند مجلس ترحیم آنمرحوم روز چهارشنبه ۱۴ و ۹ و ۵۲ از ساعت ۳ الی ۵ بعدازظهر در مسجد مطهری واقع در خیابان امیریه چهارراه نوبهار برگزار خواهد شد . bbox=[576, 597, 784, 642]
article-wheat bbox=[259, 1017, 358, 1295]
mourning-p2: با کمال تاسف و تاثر درگذشت حضرت حجت الاسلام والمسلمین آقای سید عباس صفی دهگردی رضوان الله علیه را که از بزرگان علماء و معرفین اهل علم بودند و فقدانوی باعث تاسف و اندوه و بهتزدگی عموم است از صمیم قلب به اطلاع میرسانیم . bbox=[1245, 291, 1432, 348]
condolence-text: آقای نصرت گلستان همکار گرامی — رحیم خانم در رنج و اندوه شما سهیم هستیم . از طرف خانواده و همکاران — آ ـ ۱۵۰۹۸ bbox=[799, 1238, 1007, 1260]
list-item bbox=[800, 1104, 1007, 1151]
section-rule bbox=[1025, 1004, 1228, 1008]
divider bbox=[376, 547, 558, 548]
divider bbox=[802, 181, 1005, 182]
filler-text-6: از کلیه سروران معظم و کلیه بزرگواران و یاران دوستان و یاران که در مراسم شرکت نموده یا با ارسال تاج گل و پیام تسلیت و تلگراف موجب تسلی خاطر ما گردیدند صمیمانه سپاسگزاریم . از طرف خانواده مرحوم نجف زاده فریور bbox=[1022, 339, 1230, 384]
notice-top-8: بااینکه فرزند ارجمندمان آقای حاج احمد کمی که از بالا با باطلاع بستگان و آشنایان میرساند . کارمند شرکت سهامی ملی نفت ایران در روز چهارشنبه ۱۴ آذر ماه بعد از ظهر در مسجد جامع مسجد الجواد واقع در خیابان ایران از ساعت ۲ الی ۴ بعد از ظهر برگزار میگردد . bbox=[374, 605, 561, 662]
notice-top-7: بااطلاع کلیه دوستان و آشنایان میرساند مجلس ترحیم شادروان مهین افقهی را با اطلاع خویشاوندان میرساند مجلس ترحیم روز چهارشنبه ۱۴ آذر ماه درخانه های شخصی برگزار میشود . bbox=[374, 555, 561, 589]
mourning-p13: با نهایت تاسف درگذشت شادروان منصور حمیدی جدید پرتوسان دوست و همکار گرامی به آگاهان را به اطلاع میرساند و مجلس ترحیم آن مرحوم روز چهارشنبه ۱۴ و ۹ و ۵۲ در مسجد هدایت برگزار خواهد شد . bbox=[1245, 1105, 1432, 1150]
list-item bbox=[1023, 1169, 1230, 1204]
filler-text-3: خانواده های : حجت ـ ادیب ـ شهاب ـ سرهنگ شنابی ، نوری ، بهنام ، یعقوبی ، شفیعی ، نیک و سعید فاضل عادل ، جهان بخش ، منش های رزم آگاهان ، برهانی ، صادقی ، سپهری ، فرجی ، محمدی ، ابراهیمی ، احمد آریائی ـ سیاوش قادری ـ بهروز میباشد . bbox=[1022, 166, 1230, 211]
list-item bbox=[1023, 1204, 1230, 1251]
mourning-family-names: علیرضا سلامت ـ ابوالقاسم سلامت ـ اکبر سلامت ـ غلامحسین سلامت ـ رضا کلانتری سلامت ـ ابراهیم سلامت ـ عبدالخالق سلامت ـ جعفر سلامت ـ باقر سلامت ـ حسن سلامت و خانواده های سلامت ـ طاهری ـ نیکزاد ـ لاجوردی ـ سبزی ـ مقدم ـ فراهانی ـ مهدوی ـ مفیدی ـ موحدیان ـ دکتر آقای زنجانی ـ ناصری ـ نصیری ـ فقیهی ـ برازنده ـ دکتر آقای زنجانی ـ میرزائی ـ غفوری ـ حجازی ـ زرگری . bbox=[1245, 803, 1432, 883]
notice-text-7: خانواده : شفیع ـ نجف زاده ـ ملک ـ بروانه ـ فرزان ودیگر علی محمدی و کلیه ارادتمندان آن مرحوم . bbox=[576, 447, 784, 468]
notice-text-9: بنابر اطلاع بستگان و دوستان محترم میرساند مجلس ختم مرحوم مغفور آقای حسین وافی روز چهارشنبه ۱۴ و ۹ از ساعت ۲ الی ۴ بعدازظهر در مسجد بلورسازی برگزار خواهد شد . bbox=[576, 547, 784, 580]
hoval-baghi-heading: هو الباقی bbox=[874, 241, 933, 256]
condolence-text: رسولی ممتن و بانو ـ عرفان طاهره و بانو — با نهایت تاسف فقدان مادر مهربان شما را تسلیت عرض مینماییم . جناب سرهنگ بازنشسته شیراز ـ بانو — آ ـ ۱۴۴۸۸ bbox=[1022, 1303, 1230, 1336]
article-conscripts-head-col bbox=[30, 870, 171, 997]
article-body-two-col bbox=[30, 409, 358, 467]
mourning-block-8 bbox=[1246, 1105, 1432, 1152]
section-rule bbox=[32, 475, 356, 479]
